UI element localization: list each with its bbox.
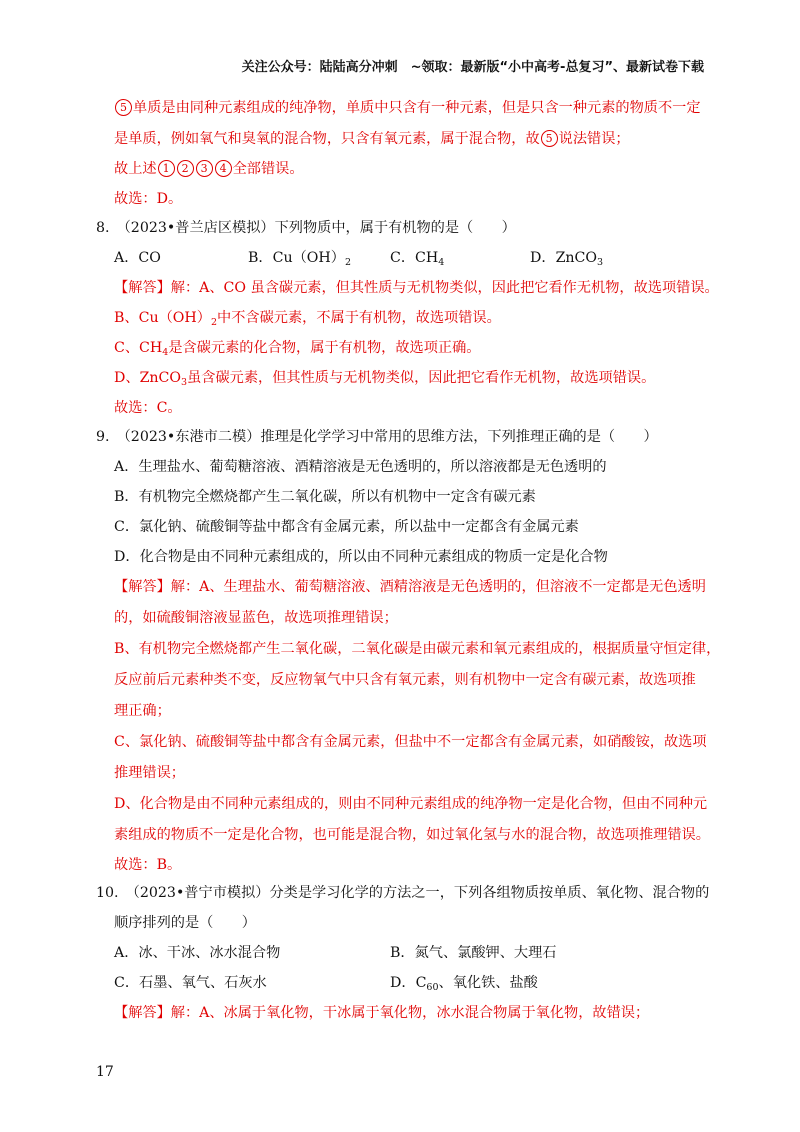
q8-option-a: A．CO xyxy=(114,250,161,266)
q9-option-d: D．化合物是由不同种元素组成的，所以由不同种元素组成的物质一定是化合物 xyxy=(114,549,608,565)
q9-answer-line: 反应前后元素种类不变，反应物氧气中只含有氧元素，则有机物中一定含有碳元素，故选项推 xyxy=(114,672,696,688)
q8-answer-choice: 故选：C。 xyxy=(114,400,182,416)
q8-answer-line: C、$CH_4$是含碳元素的化合物，属于有机物，故选项正确。 xyxy=(114,340,481,358)
answer-line: 故上述 1 2 3 4 全部错误。 xyxy=(114,161,304,177)
answer-line: 是单质，例如氧气和臭氧的混合物，只含有氧元素，属于混合物，故 5 说法错误； xyxy=(114,131,630,147)
q9-answer-line: 素组成的物质不一定是化合物，也可能是混合物，如过氧化氢与水的混合物，故选项推理错误。 xyxy=(114,827,710,843)
question-10-stem: 10. （2023•普宁市模拟）分类是学习化学的方法之一，下列各组物质按单质、氧化物、混合物的 xyxy=(96,885,710,901)
answer-line: 5 单质是由同种元素组成的纯净物，单质中只含有一种元素，但是只含一种元素的物质不一定 xyxy=(114,98,701,118)
q8-option-c: C．$CH_4$ xyxy=(390,250,445,268)
question-8-stem: 8. （2023•普兰店区模拟）下列物质中，属于有机物的是（ ） xyxy=(96,220,516,236)
q9-answer-line: C、氯化钠、硫酸铜等盐中都含有金属元素，但盐中不一定都含有金属元素，如硝酸铵，故选项 xyxy=(114,734,707,750)
q10-answer-line: 【解答】解：A、冰属于氧化物，干冰属于氧化物，冰水混合物属于氧化物，故错误； xyxy=(114,1005,650,1021)
answer-choice: 故选：D。 xyxy=(114,191,183,207)
q9-option-a: A．生理盐水、葡萄糖溶液、酒精溶液是无色透明的，所以溶液都是无色透明的 xyxy=(114,459,607,475)
q10-option-a: A．冰、干冰、冰水混合物 xyxy=(114,945,281,961)
page-header: 关注公众号：陆陆高分冲刺 ~领取：最新版“小中高考-总复习”、最新试卷下载 xyxy=(241,60,704,75)
question-10-stem-cont: 顺序排列的是（ ） xyxy=(114,915,256,931)
q8-answer-line: B、$Cu(OH)_2$中不含碳元素，不属于有机物，故选项错误。 xyxy=(114,310,501,328)
circled-number: 1 xyxy=(158,160,175,177)
circled-number: 5 xyxy=(115,99,132,116)
page-number: 17 xyxy=(96,1064,114,1080)
circled-number: 3 xyxy=(196,160,213,177)
q9-option-c: C．氯化钠、硫酸铜等盐中都含有金属元素，所以盐中一定都含有金属元素 xyxy=(114,519,579,535)
circled-number: 2 xyxy=(177,160,194,177)
q9-answer-line: 理正确； xyxy=(114,703,171,719)
q8-answer-line: D、ZnCO$_3$虽含碳元素，但其性质与无机物类似，因此把它看作无机物，故选项错误。 xyxy=(114,370,656,388)
q10-option-c: C．石墨、氧气、石灰水 xyxy=(114,975,267,991)
q8-answer-line: 【解答】解：A、CO 虽含碳元素，但其性质与无机物类似，因此把它看作无机物，故选项错误。 xyxy=(114,280,719,296)
q9-answer-line: 【解答】解：A、生理盐水、葡萄糖溶液、酒精溶液是无色透明的，但溶液不一定都是无色透明 xyxy=(114,579,706,595)
question-9-stem: 9. （2023•东港市二模）推理是化学学习中常用的思维方法，下列推理正确的是（ ） xyxy=(96,429,658,445)
circled-number: 4 xyxy=(215,160,232,177)
q9-option-b: B．有机物完全燃烧都产生二氧化碳，所以有机物中一定含有碳元素 xyxy=(114,489,536,505)
q9-answer-line: 推理错误； xyxy=(114,765,185,781)
q9-answer-line: B、有机物完全燃烧都产生二氧化碳，二氧化碳是由碳元素和氧元素组成的，根据质量守恒定律， xyxy=(114,641,721,657)
q9-answer-line: D、化合物是由不同种元素组成的，则由不同种元素组成的纯净物一定是化合物，但由不同种元 xyxy=(114,796,708,812)
q9-answer-choice: 故选：B。 xyxy=(114,857,182,873)
q10-option-b: B．氮气、氯酸钾、大理石 xyxy=(390,945,557,961)
q8-option-b: B．$Cu(OH)_2$ xyxy=(248,250,352,268)
q10-option-d: D．$C_{60}$、氧化铁、盐酸 xyxy=(390,975,538,993)
circled-number: 5 xyxy=(541,130,558,147)
q8-option-d: D．ZnCO$_3$ xyxy=(530,250,604,268)
q9-answer-line: 的，如硫酸铜溶液显蓝色，故选项推理错误； xyxy=(114,610,398,626)
